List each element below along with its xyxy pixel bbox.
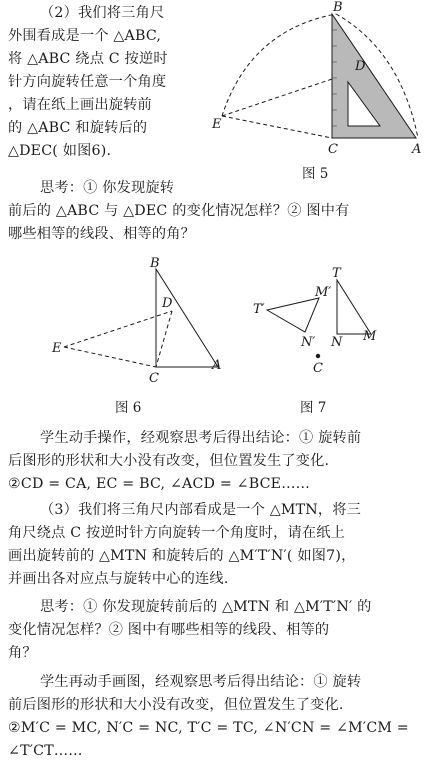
fig6-label-e: E xyxy=(52,341,62,356)
section3-line-1: （3）我们将三角尺内部看成是一个 △MTN，将三 xyxy=(40,502,362,518)
section2-line-2: 外围看成是一个 △ABC, xyxy=(8,28,162,44)
fig5-rotation-arc xyxy=(222,14,336,116)
fig6-label-a: A xyxy=(212,358,222,373)
fig5-label-d: D xyxy=(355,59,366,74)
fig6-label-c: C xyxy=(149,371,159,386)
fig7-center-point xyxy=(316,354,320,358)
think2-line-3: 角？ xyxy=(8,645,37,661)
conclusion2-line-4: ∠T′CT…… xyxy=(8,743,83,759)
fig7-triangle-m2t2n2 xyxy=(267,298,319,332)
figure-7 xyxy=(245,262,395,380)
fig7-label-n: N xyxy=(331,335,343,350)
fig6-triangle-abc xyxy=(156,269,218,367)
section3-line-2: 角尺绕点 C 按逆时针方向旋转一个角度时，请在纸上 xyxy=(8,525,346,541)
fig6-label-b: B xyxy=(150,256,160,271)
section2-line-4: 针方向旋转任意一个角度 xyxy=(8,74,167,90)
fig7-label-m-prime: M′ xyxy=(315,285,332,300)
conclusion2-line-1: 学生再动手画图，经观察思考后得出结论：① 旋转 xyxy=(40,674,362,690)
think2-line-2: 变化情况怎样？② 图中有哪些相等的线段、相等的 xyxy=(8,622,330,638)
think2-line-1: 思考：① 你发现旋转前后的 △MTN 和 △M′T′N′ 的 xyxy=(40,599,372,615)
conclusion2-line-2: 前后图形的形状和大小没有改变，但位置发生了变化. xyxy=(8,697,344,713)
fig7-label-n-prime: N′ xyxy=(301,335,316,350)
think1-line-2: 前后的 △ABC 与 △DEC 的变化情况怎样？② 图中有 xyxy=(8,203,350,219)
section3-line-4: 并画出各对应点与旋转中心的连线. xyxy=(8,571,229,587)
think1-line-1: 思考：① 你发现旋转 xyxy=(40,180,175,196)
conclusion1-line-3: ②CD = CA, EC = BC, ∠ACD = ∠BCE…… xyxy=(8,476,310,492)
section2-line-6: 的 △ABC 和旋转后的 xyxy=(8,120,148,136)
fig6-caption: 图 6 xyxy=(115,400,142,416)
fig5-label-e: E xyxy=(212,117,222,132)
figure-5 xyxy=(210,0,426,160)
conclusion2-line-3: ②M′C = MC, N′C = NC, T′C = TC, ∠N′CN = ∠M′CM = xyxy=(8,720,409,736)
section2-line-7: △DEC( 如图6). xyxy=(8,143,112,159)
conclusion1-line-1: 学生动手操作，经观察思考后得出结论：① 旋转前 xyxy=(40,430,362,446)
think1-line-3: 哪些相等的线段、相等的角？ xyxy=(8,226,196,242)
fig7-label-c: C xyxy=(313,361,323,376)
fig5-label-b: B xyxy=(333,0,343,15)
fig7-label-t-prime: T′ xyxy=(253,302,265,317)
fig6-label-d: D xyxy=(162,296,173,311)
section2-line-5: ，请在纸上画出旋转前 xyxy=(8,97,152,113)
fig5-label-a: A xyxy=(412,142,422,157)
fig7-label-t: T xyxy=(332,266,341,281)
fig7-caption: 图 7 xyxy=(300,400,327,416)
conclusion1-line-2: 后图形的形状和大小没有改变，但位置发生了变化. xyxy=(8,453,330,469)
section3-line-3: 画出旋转前的 △MTN 和旋转后的 △M′T′N′( 如图7)， xyxy=(8,548,356,564)
figure-6 xyxy=(50,255,230,390)
section2-line-1: （2）我们将三角尺 xyxy=(40,5,165,21)
fig7-label-m: M xyxy=(363,329,377,344)
fig5-label-c: C xyxy=(328,142,338,157)
fig5-caption: 图 5 xyxy=(302,166,329,182)
fig7-triangle-mtn xyxy=(337,280,371,334)
section2-line-3: 将 △ABC 绕点 C 按逆时 xyxy=(8,51,168,67)
